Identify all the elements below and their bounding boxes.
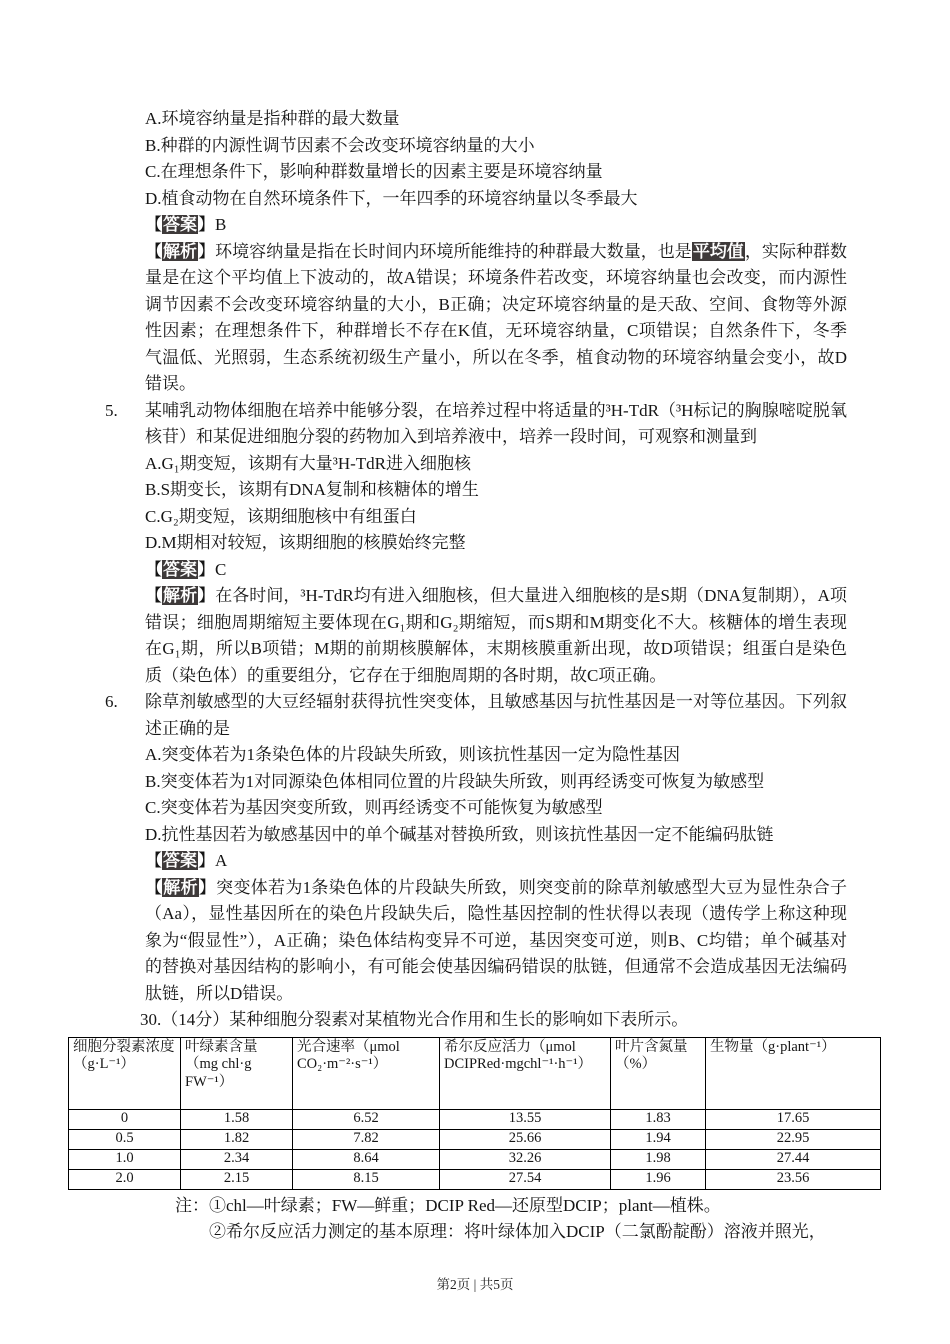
question-6 bbox=[105, 689, 847, 1007]
table-cell: 23.56 bbox=[706, 1169, 881, 1189]
option-c: C.突变体若为基因突变所致，则再经诱变不可能恢复为敏感型 bbox=[145, 798, 603, 817]
option-a: A.突变体若为1条染色体的片段缺失所致，则该抗性基因一定为隐性基因 bbox=[145, 745, 681, 764]
analysis-label: 解析 bbox=[163, 241, 198, 261]
option-c: C.在理想条件下，影响种群数量增长的因素主要是环境容纳量 bbox=[145, 162, 603, 181]
question-5 bbox=[105, 398, 847, 690]
table-header-nitrogen: 叶片含氮量（%） bbox=[611, 1037, 706, 1109]
analysis-label: 解析 bbox=[163, 586, 198, 605]
table-cell: 7.82 bbox=[293, 1129, 440, 1149]
option-d: D.植食动物在自然环境条件下，一年四季的环境容纳量以冬季最大 bbox=[145, 188, 638, 208]
bracket-close: 】 bbox=[198, 851, 215, 870]
table-cell: 1.83 bbox=[611, 1109, 706, 1129]
option-d: D.M期相对较短，该期细胞的核膜始终完整 bbox=[145, 533, 466, 552]
analysis-paragraph bbox=[145, 583, 847, 689]
highlighted-term: 平均值 bbox=[692, 241, 744, 261]
question-4-block bbox=[105, 106, 847, 398]
data-table bbox=[68, 1037, 881, 1190]
table-cell: 1.98 bbox=[611, 1149, 706, 1169]
option-d: D.抗性基因若为敏感基因中的单个碱基对替换所致，则该抗性基因一定不能编码肽链 bbox=[145, 824, 774, 844]
answer-label: 答案 bbox=[163, 559, 197, 579]
bracket-close: 】 bbox=[198, 877, 217, 897]
analysis-text: ，实际种群数量是在这个平均值上下波动的，故A错误；环境条件若改变，环境容纳量也会改变，而内源性调节因素不会改变环境容纳量的大小，B正确；决定环境容纳量的是天敌、空间、食物等外源性因素；在理想条件下，种群增长不存在K值，无环境容纳量，C项错误；自然条件下，冬季气温低、光照弱，生态系统初级生产量小，所以在冬季，植食动物的环境容纳量会变小，故D错误。 bbox=[145, 241, 848, 393]
table-row bbox=[69, 1109, 881, 1129]
option-a: A.环境容纳量是指种群的最大数量 bbox=[145, 109, 400, 128]
question-body bbox=[145, 689, 847, 1007]
table-cell: 25.66 bbox=[440, 1129, 611, 1149]
question-number: 5. bbox=[105, 400, 118, 420]
answer-value: B bbox=[215, 215, 227, 234]
table-cell: 17.65 bbox=[706, 1109, 881, 1129]
table-header-chlorophyll: 叶绿素含量（mg chl·g FW⁻¹） bbox=[181, 1037, 293, 1109]
bracket-open: 【 bbox=[145, 559, 162, 579]
table-cell: 8.64 bbox=[293, 1149, 440, 1169]
option-c: C.G₂期变短，该期细胞核中有组蛋白 bbox=[145, 506, 417, 526]
table-cell: 0 bbox=[69, 1109, 181, 1129]
answer-line bbox=[145, 557, 847, 584]
table-cell: 1.58 bbox=[181, 1109, 293, 1129]
analysis-text: 环境容纳量是指在长时间内环境所能维持的种群最大数量，也是 bbox=[215, 241, 692, 261]
table-cell: 2.15 bbox=[181, 1169, 293, 1189]
table-header-cytokinin: 细胞分裂素浓度（g·L⁻¹） bbox=[69, 1037, 181, 1109]
table-note-2: ②希尔反应活力测定的基本原理：将叶绿体加入DCIP（二氯酚靛酚）溶液并照光， bbox=[209, 1222, 826, 1241]
bracket-open: 【 bbox=[145, 851, 162, 870]
page-number: 第2页 | 共5页 bbox=[436, 1276, 514, 1292]
analysis-label: 解析 bbox=[163, 877, 198, 897]
answer-line bbox=[145, 848, 847, 875]
table-cell: 1.94 bbox=[611, 1129, 706, 1149]
analysis-paragraph bbox=[145, 875, 847, 1008]
answer-label: 答案 bbox=[163, 851, 197, 870]
option-b: B.突变体若为1对同源染色体相同位置的片段缺失所致，则再经诱变可恢复为敏感型 bbox=[145, 771, 765, 791]
analysis-text: 突变体若为1条染色体的片段缺失所致，则突变前的除草剂敏感型大豆为显性杂合子（Aa），显性基因所在的染色片段缺失后，隐性基因控制的性状得以表现（遗传学上称这种现象为“假显性”），A正确；染色体结构变异不可逆，基因突变可逆，则B、C均错；单个碱基对的替换对基因结构的影响小，有可能会使基因编码错误的肽链，但通常不会造成基因无法编码肽链，所以D错误。 bbox=[145, 877, 848, 1003]
option-b: B.S期变长，该期有DNA复制和核糖体的增生 bbox=[145, 480, 479, 499]
answer-label: 答案 bbox=[163, 215, 197, 234]
answer-value: C bbox=[215, 559, 227, 579]
question-stem: 除草剂敏感型的大豆经辐射获得抗性突变体，且敏感基因与抗性基因是一对等位基因。下列叙述正确的是 bbox=[145, 692, 847, 738]
table-cell: 13.55 bbox=[440, 1109, 611, 1129]
table-row bbox=[69, 1129, 881, 1149]
question-stem: （14分）某种细胞分裂素对某植物光合作用和生长的影响如下表所示。 bbox=[161, 1010, 689, 1029]
table-header-hill-reaction: 希尔反应活力（μmol DCIPRed·mgchl⁻¹·h⁻¹） bbox=[440, 1037, 611, 1109]
table-cell: 32.26 bbox=[440, 1149, 611, 1169]
bracket-open: 【 bbox=[145, 241, 163, 261]
question-30 bbox=[73, 1007, 847, 1246]
table-cell: 2.0 bbox=[69, 1169, 181, 1189]
table-cell: 0.5 bbox=[69, 1129, 181, 1149]
page-footer bbox=[0, 1272, 950, 1299]
table-cell: 8.15 bbox=[293, 1169, 440, 1189]
bracket-close: 】 bbox=[198, 559, 215, 579]
table-cell: 27.54 bbox=[440, 1169, 611, 1189]
bracket-close: 】 bbox=[198, 215, 215, 234]
question-body bbox=[145, 398, 847, 690]
table-cell: 22.95 bbox=[706, 1129, 881, 1149]
analysis-paragraph bbox=[145, 239, 847, 398]
bracket-open: 【 bbox=[145, 215, 162, 234]
option-b: B.种群的内源性调节因素不会改变环境容纳量的大小 bbox=[145, 135, 535, 155]
question-stem-line bbox=[140, 1007, 847, 1034]
analysis-text: 在各时间，³H-TdR均有进入细胞核，但大量进入细胞核的是S期（DNA复制期），A项错误；细胞周期缩短主要体现在G₁期和G₂期缩短，而S期和M期变化不大。核糖体的增生表现在G₁期，所以B项错；M期的前期核膜解体，末期核膜重新出现，故D项错误；组蛋白是染色质（染色体）的重要组分，它存在于细胞周期的各时期，故C项正确。 bbox=[145, 586, 848, 685]
answer-value: A bbox=[215, 851, 228, 870]
bracket-open: 【 bbox=[145, 877, 163, 897]
bracket-close: 】 bbox=[198, 586, 216, 605]
page-content bbox=[73, 106, 848, 1246]
table-cell: 6.52 bbox=[293, 1109, 440, 1129]
table-header-biomass: 生物量（g·plant⁻¹） bbox=[706, 1037, 881, 1109]
bracket-open: 【 bbox=[145, 586, 163, 605]
bracket-close: 】 bbox=[198, 241, 216, 261]
table-cell: 1.0 bbox=[69, 1149, 181, 1169]
question-stem: 某哺乳动物体细胞在培养中能够分裂，在培养过程中将适量的³H-TdR（³H标记的胸腺嘧啶脱氧核苷）和某促进细胞分裂的药物加入到培养液中，培养一段时间，可观察和测量到 bbox=[145, 400, 847, 446]
table-cell: 1.96 bbox=[611, 1169, 706, 1189]
table-cell: 1.82 bbox=[181, 1129, 293, 1149]
table-cell: 27.44 bbox=[706, 1149, 881, 1169]
table-row bbox=[69, 1149, 881, 1169]
table-note-1: 注：①chl—叶绿素；FW—鲜重；DCIP Red—还原型DCIP；plant—植株。 bbox=[175, 1195, 721, 1215]
answer-line bbox=[145, 212, 847, 239]
table-header-row bbox=[69, 1037, 881, 1109]
question-number: 6. bbox=[105, 692, 118, 711]
table-header-photosynthesis: 光合速率（μmol CO₂·m⁻²·s⁻¹） bbox=[293, 1037, 440, 1109]
table-cell: 2.34 bbox=[181, 1149, 293, 1169]
option-a: A.G₁期变短，该期有大量³H-TdR进入细胞核 bbox=[145, 453, 471, 473]
question-number: 30. bbox=[140, 1010, 162, 1029]
table-row bbox=[69, 1169, 881, 1189]
